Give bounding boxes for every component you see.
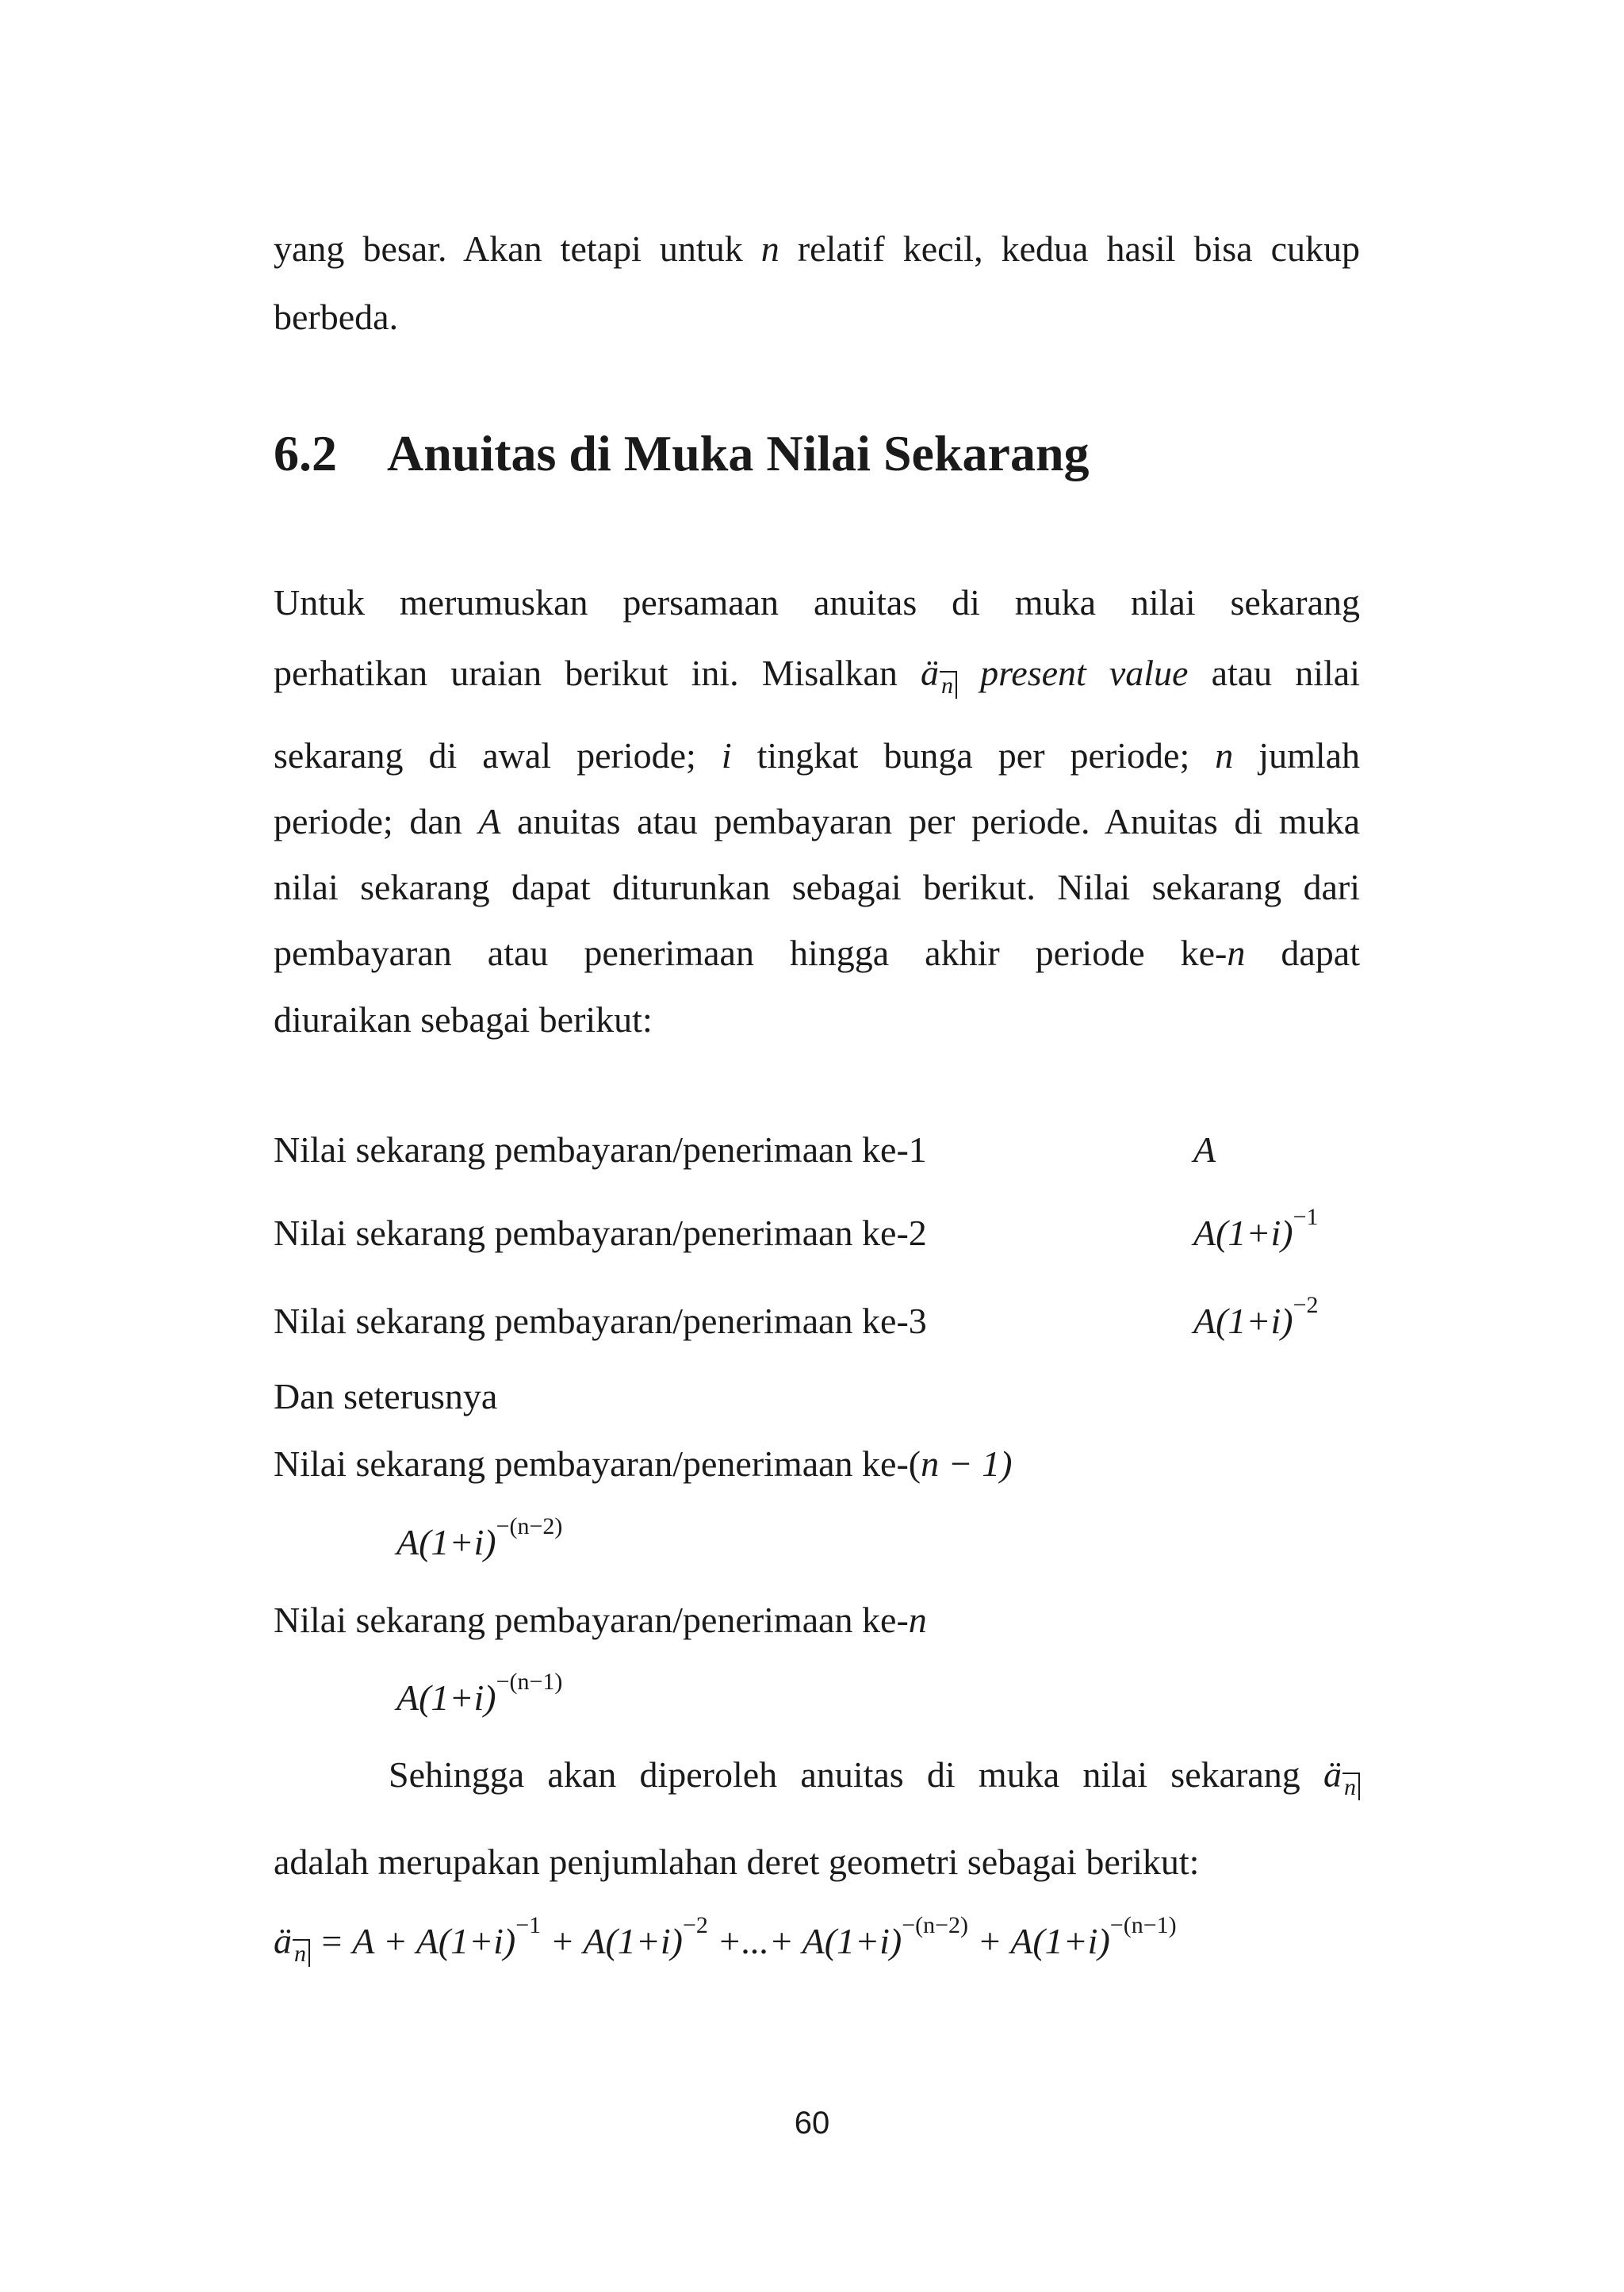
math-var: n [760, 228, 779, 269]
pv-row-label: Nilai sekarang pembayaran/penerimaan ke-1 [274, 1129, 927, 1170]
pv-row-expr: $A(1+i)^{-(n-2)}$ [396, 1513, 563, 1562]
pv-row-expr: $A(1+i)^{-1}$ [1193, 1204, 1319, 1253]
pv-row-label: Nilai sekarang pembayaran/penerimaan ke-2 [274, 1213, 927, 1253]
pv-row-label: Nilai sekarang pembayaran/penerimaan ke-n [274, 1600, 927, 1640]
pv-row-label: Nilai sekarang pembayaran/penerimaan ke-3 [274, 1301, 927, 1341]
paragraph-line: Sehingga akan diperoleh anuitas di muka nilai sekarang ä $_n$ [389, 1753, 1360, 1796]
text-span: jumlah [1258, 735, 1361, 776]
equation: ä $_n = A + A(1+i)^{-1} + A(1+i)^{-2}$ +...+ $A(1+i)^{-(n-2)} + A(1+i)^{-(n-1)}$ [274, 1912, 1177, 1967]
text-span: relatif kecil, kedua hasil bisa cukup [797, 228, 1361, 269]
annuity-symbol: ä $_n$ [274, 1919, 310, 1963]
text-span: tingkat bunga per periode; [756, 735, 1190, 776]
section-number: 6.2 [274, 425, 337, 481]
paragraph-line [274, 228, 1360, 270]
paragraph-line [274, 652, 1361, 699]
math-var: i [721, 735, 732, 776]
text-span: present value [980, 653, 1189, 693]
paragraph-line: adalah merupakan penjumlahan deret geometri sebagai berikut: [274, 1842, 1200, 1882]
dan-seterusnya: Dan seterusnya [274, 1376, 498, 1416]
text-span: pembayaran atau penerimaan hingga akhir periode ke- [274, 933, 1228, 973]
pv-row-expr: $A(1+i)^{-2}$ [1193, 1292, 1319, 1341]
annuity-symbol: ä $_n$ [1323, 1753, 1360, 1796]
pv-row-expr: $A(1+i)^{-(n-1)}$ [396, 1669, 563, 1718]
paragraph-line [274, 734, 1360, 776]
pv-row-expr: A [1193, 1129, 1216, 1170]
paragraph-line: nilai sekarang dapat diturunkan sebagai berikut. Nilai sekarang dari [274, 867, 1360, 907]
text-span: periode; dan [274, 801, 462, 841]
text-span: atau nilai [1211, 653, 1361, 693]
text-span: anuitas atau pembayaran per periode. Anuitas di muka [517, 801, 1361, 841]
paragraph-line: diuraikan sebagai berikut: [274, 999, 653, 1040]
paragraph-line: berbeda. [274, 297, 399, 337]
paragraph-line: Untuk merumuskan persamaan anuitas di muka nilai sekarang [274, 582, 1360, 623]
annuity-symbol: ä $_n$ [921, 652, 957, 694]
section-title: Anuitas di Muka Nilai Sekarang [387, 425, 1090, 481]
math-var: n [1215, 735, 1234, 776]
paragraph-line [274, 800, 1360, 842]
text-span: yang besar. Akan tetapi untuk [274, 228, 743, 269]
math-var: n [1227, 933, 1246, 973]
page-number: 60 [794, 2106, 830, 2141]
math-var: A [478, 801, 501, 841]
text-span: perhatikan uraian berikut ini. Misalkan [274, 653, 898, 693]
paragraph-line [274, 932, 1360, 974]
text-span: sekarang di awal periode; [274, 735, 696, 776]
section-heading [274, 424, 1090, 483]
pv-row-label: Nilai sekarang pembayaran/penerimaan ke-(n − 1) [274, 1443, 1013, 1484]
text-span: dapat [1281, 933, 1361, 973]
